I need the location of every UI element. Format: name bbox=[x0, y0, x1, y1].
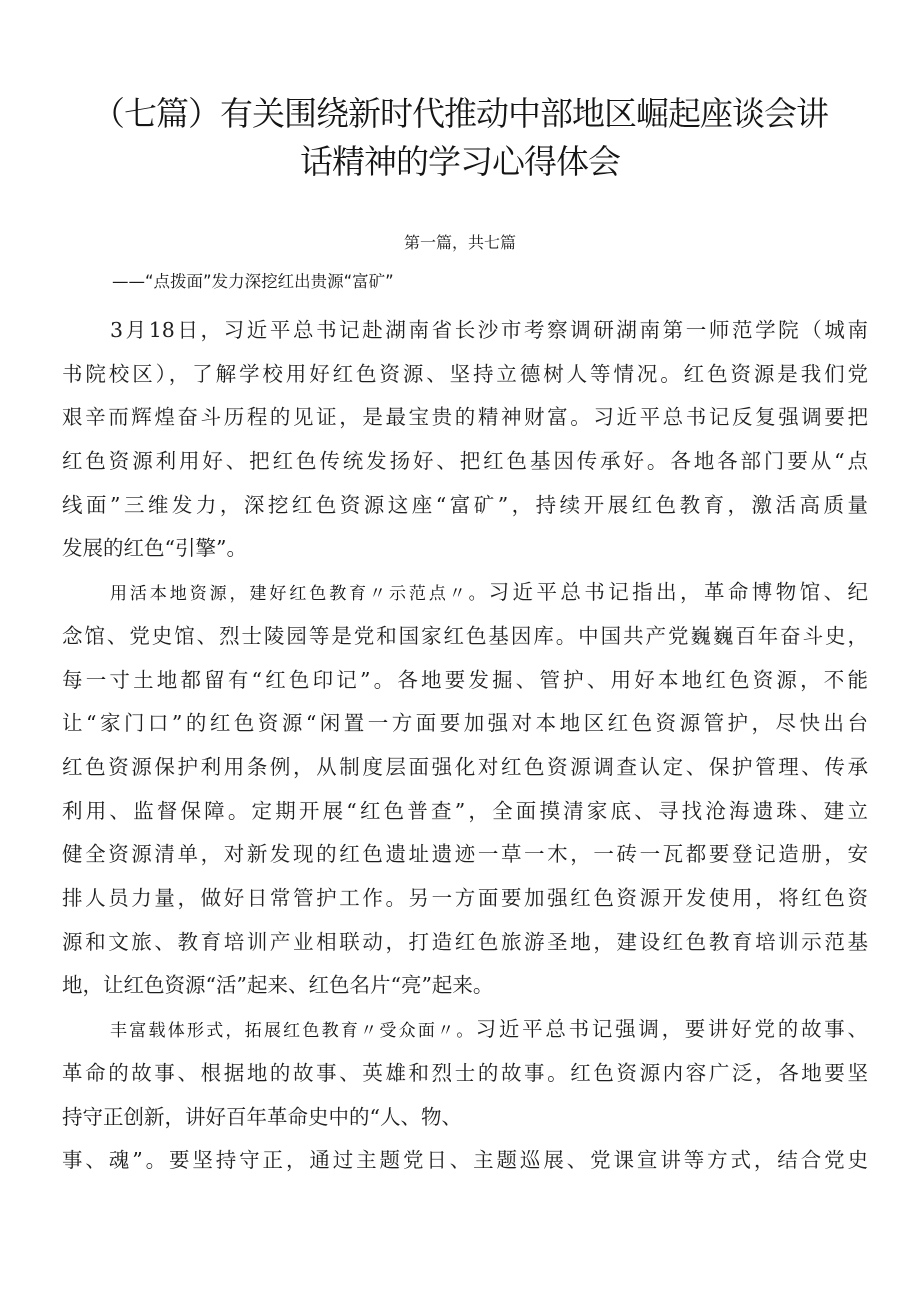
paragraph-3-first-text: 习近平总书记强调，要讲好党的故事、 bbox=[475, 1017, 869, 1041]
paragraph-1-line: 发展的红色“引擎”。 bbox=[62, 536, 247, 560]
paragraph-2-line: 让“家门口”的红色资源“闲置一方面要加强对本地区红色资源管护，尽快出台 bbox=[62, 711, 868, 735]
section-heading: 第一篇，共七篇 bbox=[403, 233, 516, 252]
paragraph-3-lead: 丰富载体形式，拓展红色教育〃受众面〃。 bbox=[110, 1021, 476, 1041]
paragraph-2-line: 红色资源保护利用条例，从制度层面强化对红色资源调查认定、保护管理、传承 bbox=[62, 755, 868, 779]
paragraph-3-line: 革命的故事、根据地的故事、英雄和烈士的故事。红色资源内容广泛，各地要坚 bbox=[62, 1061, 868, 1085]
document-title-line-2: 话精神的学习心得体会 bbox=[300, 142, 620, 181]
paragraph-2-line: 利用、监督保障。定期开展“红色普查”，全面摸清家底、寻找沧海遗珠、建立 bbox=[62, 799, 868, 823]
paragraph-2-line: 源和文旅、教育培训产业相联动，打造红色旅游圣地，建设红色教育培训示范基 bbox=[62, 930, 868, 954]
paragraph-2-line: 念馆、党史馆、烈士陵园等是党和国家红色基因库。中国共产党巍巍百年奋斗史， bbox=[62, 624, 868, 648]
document-title-line-1: （七篇）有关围绕新时代推动中部地区崛起座谈会讲 bbox=[92, 94, 828, 133]
paragraph-3-line: 持守正创新，讲好百年革命史中的“人、物、 bbox=[62, 1105, 462, 1129]
paragraph-2-lead: 用活本地资源，建好红色教育〃示范点〃。 bbox=[110, 584, 489, 604]
paragraph-3-line bbox=[110, 1012, 868, 1042]
paragraph-2-first-text: 习近平总书记指出，革命博物馆、纪 bbox=[488, 580, 869, 604]
paragraph-1-line: 红色资源利用好、把红色传统发扬好、把红色基因传承好。各地各部门要从“点 bbox=[62, 449, 868, 473]
paragraph-2-line: 健全资源清单，对新发现的红色遗址遗迹一草一木，一砖一瓦都要登记造册，安 bbox=[62, 842, 868, 866]
paragraph-3-line: 事、魂”。要坚持守正，通过主题党日、主题巡展、党课宣讲等方式，结合党史 bbox=[62, 1148, 868, 1172]
paragraph-1-line: 线面”三维发力，深挖红色资源这座“富矿”，持续开展红色教育，激活高质量 bbox=[62, 493, 868, 517]
paragraph-1-line: 艰辛而辉煌奋斗历程的见证，是最宝贵的精神财富。习近平总书记反复强调要把 bbox=[62, 405, 868, 429]
paragraph-1-line: 3月18日，习近平总书记赴湖南省长沙市考察调研湖南第一师范学院（城南 bbox=[110, 318, 868, 342]
paragraph-2-line: 排人员力量，做好日常管护工作。另一方面要加强红色资源开发使用，将红色资 bbox=[62, 886, 868, 910]
section-subtitle: ——“点拨面”发力深挖红出贵源“富矿” bbox=[112, 272, 394, 291]
paragraph-2-line bbox=[110, 575, 868, 605]
paragraph-2-line: 地，让红色资源“活”起来、红色名片“亮”起来。 bbox=[62, 973, 494, 997]
paragraph-1-line: 书院校区），了解学校用好红色资源、坚持立德树人等情况。红色资源是我们党 bbox=[62, 362, 868, 386]
paragraph-2-line: 每一寸土地都留有“红色印记”。各地要发掘、管护、用好本地红色资源，不能 bbox=[62, 668, 868, 692]
